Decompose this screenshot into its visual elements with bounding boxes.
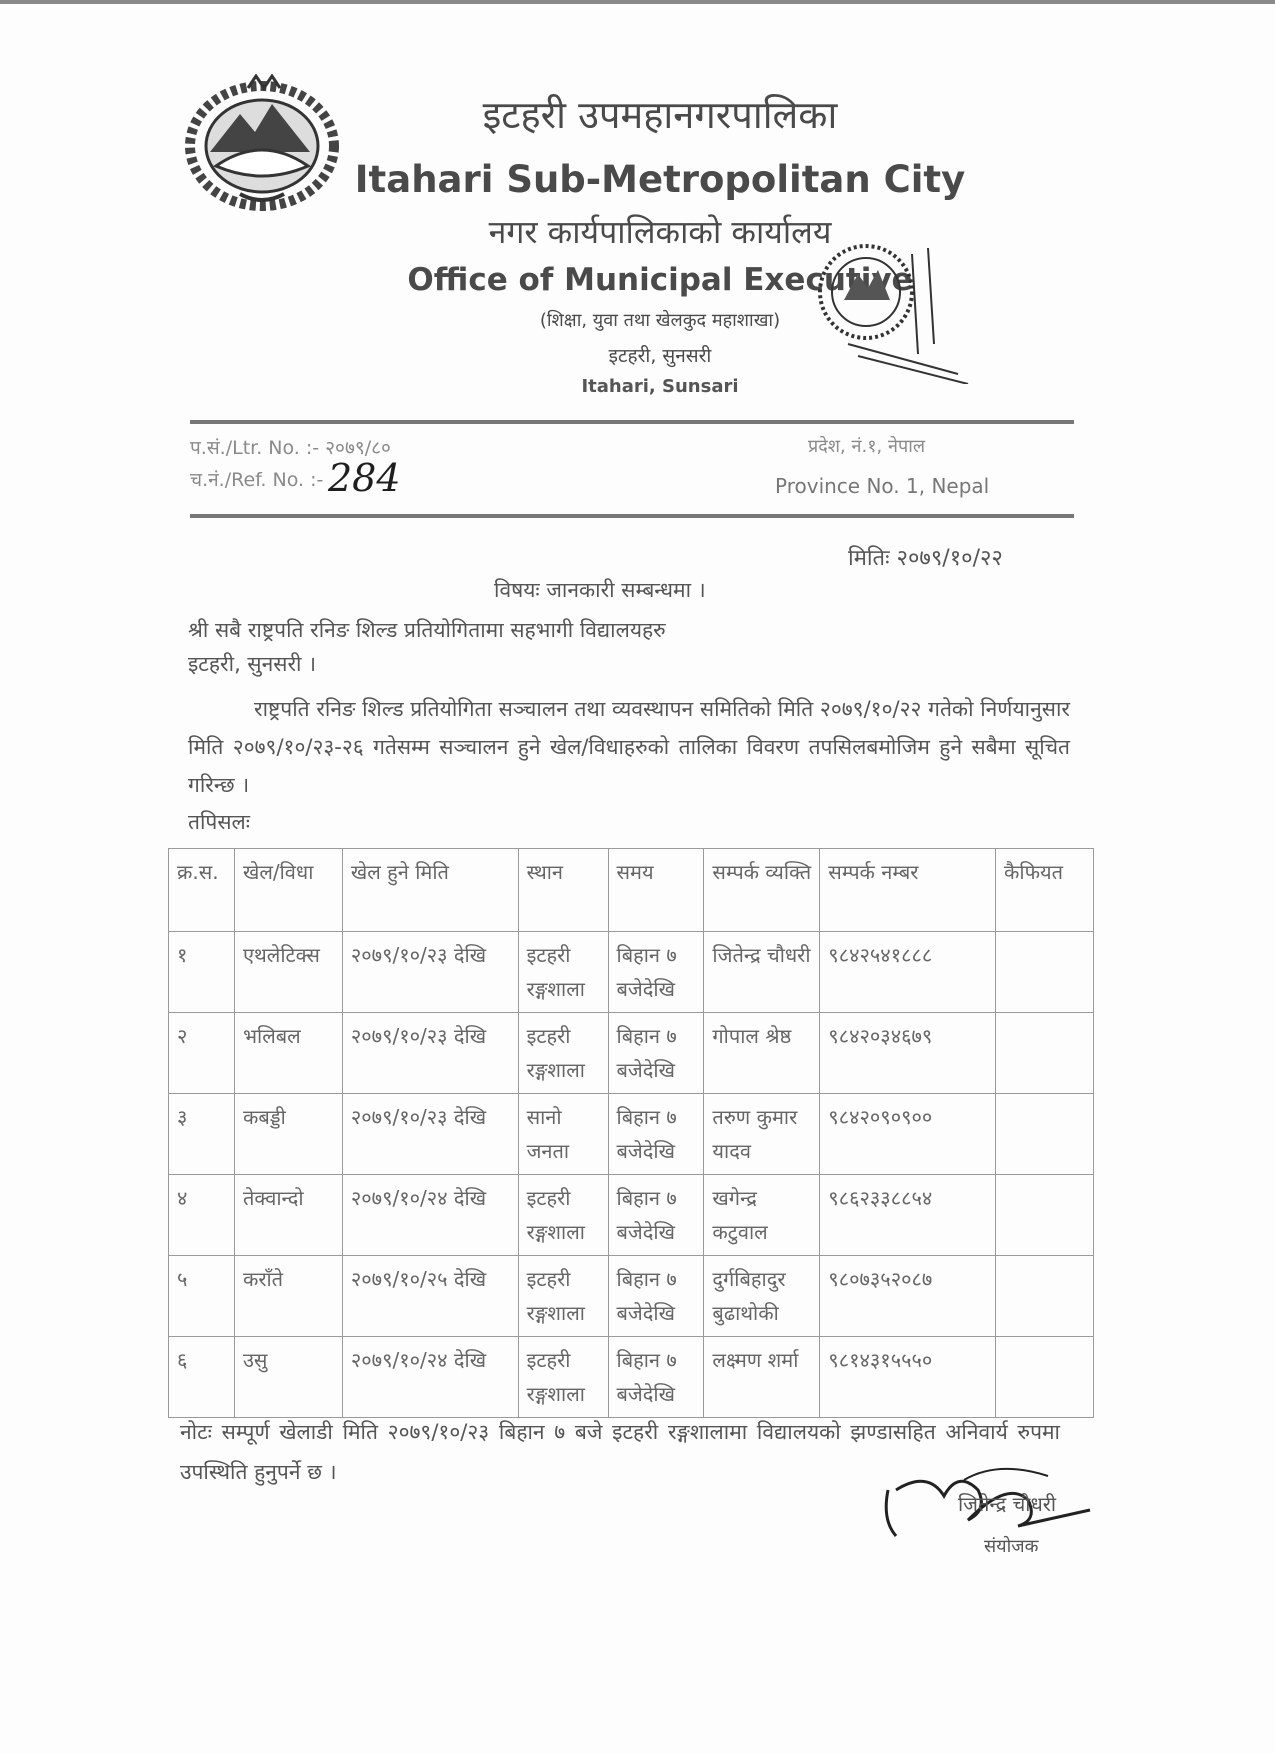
signatory-name: जितेन्द्र चौधरी <box>958 1492 1057 1516</box>
cell-venue: इटहरी रङ्गशाला <box>518 1337 608 1418</box>
cell-serial: ४ <box>169 1175 235 1256</box>
cell-game: कराँते <box>234 1256 342 1337</box>
table-row <box>169 1256 1094 1337</box>
cell-contact-number: ९८१४३१५५५० <box>820 1337 996 1418</box>
table-row <box>169 1094 1094 1175</box>
reference-number-handwritten: 284 <box>328 456 401 500</box>
note-text: नोटः सम्पूर्ण खेलाडी मिति २०७९/१०/२३ बिहान ७ बजे इटहरी रङ्गशालामा विद्यालयको झण्डासहित अनिवार्य रुपमा उपस्थिति हुनुपर्ने छ । <box>180 1420 1060 1484</box>
cell-time: बिहान ७ बजेदेखि <box>608 1094 704 1175</box>
table-row <box>169 932 1094 1013</box>
cell-date: २०७९/१०/२४ देखि <box>342 1337 518 1418</box>
province-nepali: प्रदेश, नं.१, नेपाल <box>808 436 926 457</box>
header-divider-top <box>190 420 1074 424</box>
cell-contact-number: ९८४२५४१८८८ <box>820 932 996 1013</box>
cell-remarks <box>996 932 1094 1013</box>
office-name-nepali: नगर कार्यपालिकाको कार्यालय <box>488 213 832 251</box>
cell-contact-person: खगेन्द्र कटुवाल <box>704 1175 820 1256</box>
cell-contact-person: दुर्गबिहादुर बुढाथोकी <box>704 1256 820 1337</box>
col-header-contact-number: सम्पर्क नम्बर <box>820 849 996 932</box>
cell-serial: २ <box>169 1013 235 1094</box>
letter-number: प.सं./Ltr. No. :- २०७९/८० <box>190 437 391 459</box>
cell-contact-number: ९८४२०९०९०० <box>820 1094 996 1175</box>
cell-game: एथलेटिक्स <box>234 932 342 1013</box>
letter-subject: विषयः जानकारी सम्बन्धमा । <box>494 578 706 602</box>
table-row <box>169 1337 1094 1418</box>
header-divider-bottom <box>190 514 1074 518</box>
cell-venue: इटहरी रङ्गशाला <box>518 1256 608 1337</box>
cell-venue: इटहरी रङ्गशाला <box>518 932 608 1013</box>
cell-serial: ५ <box>169 1256 235 1337</box>
cell-remarks <box>996 1256 1094 1337</box>
cell-game: भलिबल <box>234 1013 342 1094</box>
cell-time: बिहान ७ बजेदेखि <box>608 1337 704 1418</box>
cell-time: बिहान ७ बजेदेखि <box>608 1013 704 1094</box>
table-row <box>169 1175 1094 1256</box>
location-english: Itahari, Sunsari <box>581 376 739 397</box>
cell-game: उसु <box>234 1337 342 1418</box>
cell-date: २०७९/१०/२३ देखि <box>342 1094 518 1175</box>
recipient-line-1: श्री सबै राष्ट्रपति रनिङ शिल्ड प्रतियोगितामा सहभागी विद्यालयहरु <box>188 618 666 642</box>
recipient-line-2: इटहरी, सुनसरी । <box>188 652 317 676</box>
cell-date: २०७९/१०/२५ देखि <box>342 1256 518 1337</box>
cell-serial: ६ <box>169 1337 235 1418</box>
table-header-row <box>169 849 1094 932</box>
signatory-role: संयोजक <box>984 1536 1039 1557</box>
office-name-english: Office of Municipal Executive <box>407 262 913 298</box>
office-stamp <box>808 234 988 384</box>
cell-date: २०७९/१०/२४ देखि <box>342 1175 518 1256</box>
cell-time: बिहान ७ बजेदेखि <box>608 1175 704 1256</box>
municipality-name-nepali: इटहरी उपमहानगरपालिका <box>482 93 838 137</box>
col-header-remarks: कैफियत <box>996 849 1094 932</box>
col-header-time: समय <box>608 849 704 932</box>
cell-venue: सानो जनता <box>518 1094 608 1175</box>
municipality-name-english: Itahari Sub-Metropolitan City <box>354 158 966 201</box>
cell-remarks <box>996 1013 1094 1094</box>
cell-time: बिहान ७ बजेदेखि <box>608 1256 704 1337</box>
division-name-nepali: (शिक्षा, युवा तथा खेलकुद महाशाखा) <box>539 310 781 331</box>
cell-game: तेक्वान्दो <box>234 1175 342 1256</box>
cell-contact-person: जितेन्द्र चौधरी <box>704 932 820 1013</box>
col-header-date: खेल हुने मिति <box>342 849 518 932</box>
col-header-contact-person: सम्पर्क व्यक्ति <box>704 849 820 932</box>
letter-date: मितिः २०७९/१०/२२ <box>848 546 1003 571</box>
cell-game: कबड्डी <box>234 1094 342 1175</box>
cell-remarks <box>996 1337 1094 1418</box>
scan-top-edge <box>0 0 1275 4</box>
cell-contact-person: लक्ष्मण शर्मा <box>704 1337 820 1418</box>
cell-serial: ३ <box>169 1094 235 1175</box>
cell-venue: इटहरी रङ्गशाला <box>518 1013 608 1094</box>
schedule-table <box>168 848 1094 1418</box>
cell-contact-number: ९८०७३५२०८७ <box>820 1256 996 1337</box>
col-header-game: खेल/विधा <box>234 849 342 932</box>
reference-number-label: च.नं./Ref. No. :- <box>190 469 324 491</box>
col-header-venue: स्थान <box>518 849 608 932</box>
letter-body: राष्ट्रपति रनिङ शिल्ड प्रतियोगिता सञ्चालन तथा व्यवस्थापन समितिको मिति २०७९/१०/२२ गतेको निर्णयानुसार मिति २०७९/१०/२३-२६ गतेसम्म सञ्चालन हुने खेल/विधाहरुको तालिका विवरण तपसिलबमोजिम हुने सबैमा सूचित गरिन्छ । <box>188 697 1070 797</box>
cell-time: बिहान ७ बजेदेखि <box>608 932 704 1013</box>
details-heading: तपिसलः <box>188 810 251 834</box>
province-english: Province No. 1, Nepal <box>775 474 990 498</box>
location-nepali: इटहरी, सुनसरी <box>608 345 712 367</box>
table-row <box>169 1013 1094 1094</box>
cell-serial: १ <box>169 932 235 1013</box>
cell-date: २०७९/१०/२३ देखि <box>342 1013 518 1094</box>
cell-contact-number: ९८६२३३८८५४ <box>820 1175 996 1256</box>
cell-contact-person: गोपाल श्रेष्ठ <box>704 1013 820 1094</box>
cell-contact-number: ९८४२०३४६७९ <box>820 1013 996 1094</box>
col-header-serial: क्र.स. <box>169 849 235 932</box>
cell-remarks <box>996 1175 1094 1256</box>
cell-contact-person: तरुण कुमार यादव <box>704 1094 820 1175</box>
cell-date: २०७९/१०/२३ देखि <box>342 932 518 1013</box>
cell-venue: इटहरी रङ्गशाला <box>518 1175 608 1256</box>
cell-remarks <box>996 1094 1094 1175</box>
